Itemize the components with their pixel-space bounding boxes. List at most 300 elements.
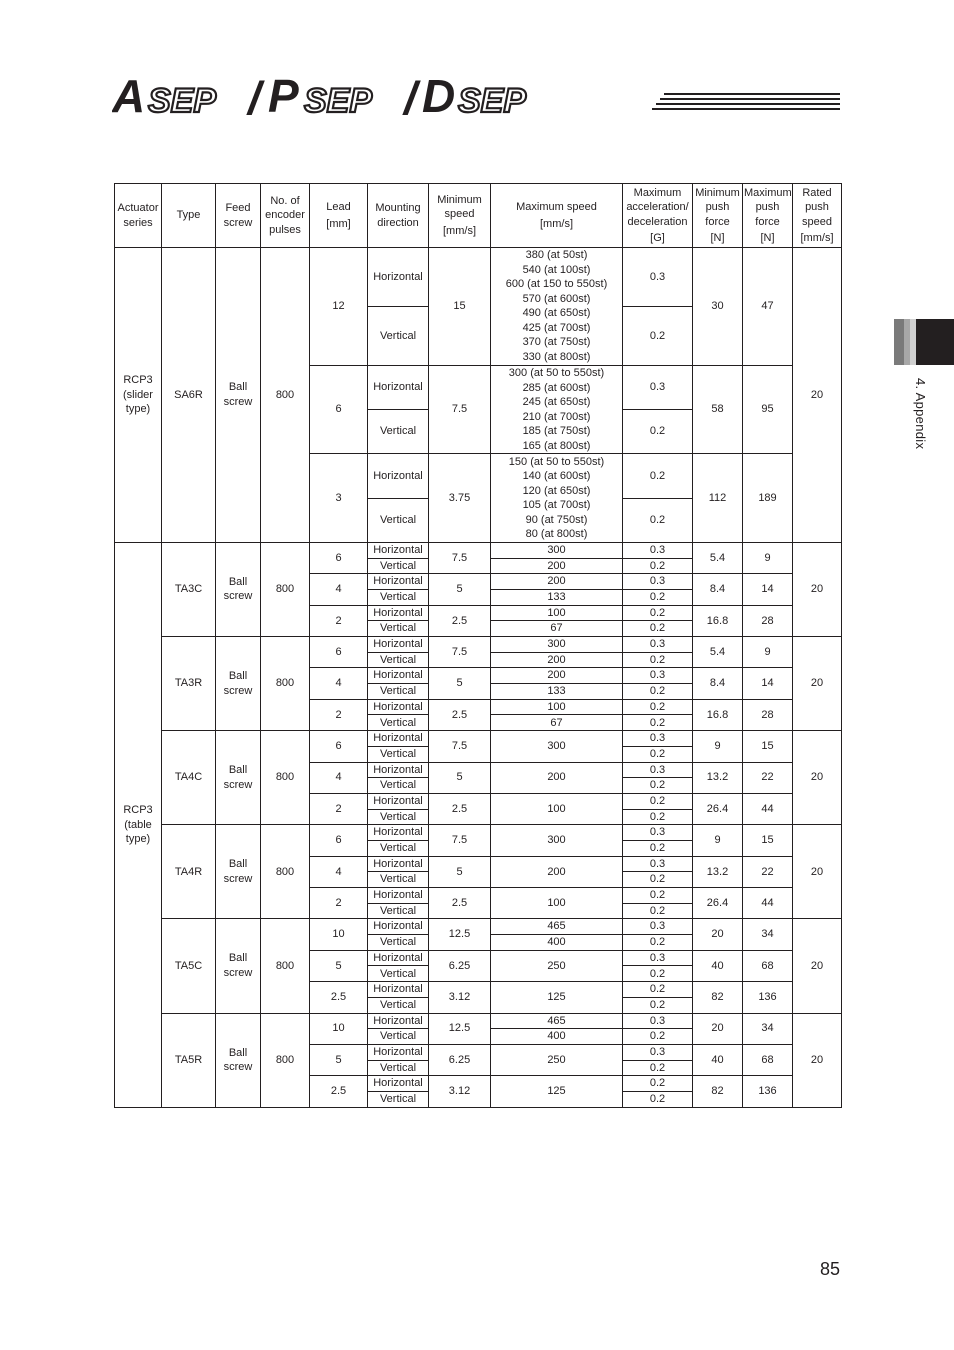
- max-speed-line: 570 (at 600st): [522, 292, 591, 305]
- direction-cell: Horizontal: [368, 454, 429, 498]
- acc-cell: 0.2: [623, 982, 693, 998]
- max-speed-cell: 465: [491, 919, 623, 935]
- acc-cell: 0.3: [623, 1013, 693, 1029]
- acc-cell: 0.2: [623, 699, 693, 715]
- column-header-unit: [mm]: [326, 217, 351, 230]
- min-push-cell: 13.2: [693, 856, 743, 887]
- max-speed-cell: 400: [491, 1029, 623, 1045]
- screw-cell: Ball screw: [216, 248, 261, 543]
- acc-cell: 0.3: [623, 762, 693, 778]
- direction-cell: Vertical: [368, 409, 429, 454]
- lead-cell: 12: [310, 248, 368, 366]
- chapter-side-label: 4. Appendix: [913, 378, 928, 450]
- acc-cell: 0.2: [623, 1060, 693, 1076]
- column-header: [491, 184, 623, 248]
- direction-cell: Horizontal: [368, 637, 429, 653]
- max-push-cell: 189: [743, 454, 793, 543]
- max-speed-line: 165 (at 800st): [522, 439, 591, 452]
- column-header-label: Type: [176, 209, 201, 222]
- acc-cell: 0.2: [623, 558, 693, 574]
- acc-cell: 0.3: [623, 731, 693, 747]
- min-speed-cell: 2.5: [429, 793, 491, 824]
- min-push-cell: 13.2: [693, 762, 743, 793]
- min-speed-cell: 5: [429, 574, 491, 605]
- max-speed-cell: 300: [491, 731, 623, 762]
- series-cell: RCP3 (slider type): [115, 248, 162, 543]
- rated-speed-cell: 20: [793, 825, 842, 919]
- acc-cell: 0.2: [623, 778, 693, 794]
- min-speed-cell: 7.5: [429, 731, 491, 762]
- column-header-unit: [mm/s]: [800, 232, 834, 244]
- acc-cell: 0.3: [623, 637, 693, 653]
- max-push-cell: 14: [743, 668, 793, 699]
- min-push-cell: 20: [693, 919, 743, 950]
- acc-cell: 0.2: [623, 935, 693, 951]
- column-header-label: No. of encoder pulses: [265, 194, 305, 236]
- max-push-cell: 136: [743, 982, 793, 1013]
- min-push-cell: 40: [693, 950, 743, 981]
- max-push-cell: 28: [743, 699, 793, 730]
- svg-text:/: /: [404, 72, 417, 122]
- type-cell: TA5C: [162, 919, 216, 1013]
- acc-cell: 0.2: [623, 888, 693, 904]
- rated-speed-cell: 20: [793, 248, 842, 543]
- column-header-label: Feed screw: [223, 202, 253, 229]
- screw-cell: Ball screw: [216, 919, 261, 1013]
- table-header: [115, 184, 842, 248]
- direction-cell: Vertical: [368, 652, 429, 668]
- min-speed-cell: 5: [429, 668, 491, 699]
- type-cell: TA4R: [162, 825, 216, 919]
- rated-speed-cell: 20: [793, 542, 842, 636]
- max-push-cell: 28: [743, 605, 793, 636]
- screw-cell: Ball screw: [216, 825, 261, 919]
- max-speed-line: 140 (at 600st): [522, 470, 591, 483]
- column-header: [162, 184, 216, 248]
- column-header-unit: [mm/s]: [443, 224, 476, 237]
- direction-cell: Vertical: [368, 621, 429, 637]
- column-header: [368, 184, 429, 248]
- min-push-cell: 40: [693, 1044, 743, 1075]
- max-speed-line: 80 (at 800st): [525, 528, 588, 541]
- max-speed-line: 490 (at 650st): [522, 307, 591, 320]
- direction-cell: Vertical: [368, 589, 429, 605]
- direction-cell: Vertical: [368, 715, 429, 731]
- min-push-cell: 9: [693, 825, 743, 856]
- min-speed-cell: 6.25: [429, 950, 491, 981]
- min-speed-cell: 2.5: [429, 605, 491, 636]
- max-push-cell: 9: [743, 637, 793, 668]
- min-push-cell: 16.8: [693, 699, 743, 730]
- max-push-cell: 34: [743, 919, 793, 950]
- pulses-cell: 800: [261, 542, 310, 636]
- max-speed-cell: 250: [491, 950, 623, 981]
- lead-cell: 6: [310, 731, 368, 762]
- direction-cell: Vertical: [368, 778, 429, 794]
- direction-cell: Horizontal: [368, 365, 429, 409]
- direction-cell: Horizontal: [368, 982, 429, 998]
- min-speed-cell: 5: [429, 856, 491, 887]
- column-header-label: Actuator series: [117, 202, 159, 229]
- max-speed-cell: [491, 454, 623, 543]
- max-push-cell: 44: [743, 793, 793, 824]
- column-header: [743, 184, 793, 248]
- acc-cell: 0.3: [623, 574, 693, 590]
- min-push-cell: 112: [693, 454, 743, 543]
- type-cell: TA3R: [162, 637, 216, 731]
- direction-cell: Vertical: [368, 558, 429, 574]
- svg-text:A: A: [112, 72, 146, 122]
- acc-cell: 0.2: [623, 715, 693, 731]
- series-cell: RCP3 (table type): [115, 542, 162, 1107]
- table-row: [115, 542, 842, 558]
- max-speed-cell: 200: [491, 652, 623, 668]
- min-push-cell: 82: [693, 1076, 743, 1108]
- direction-cell: Horizontal: [368, 731, 429, 747]
- max-speed-cell: 400: [491, 935, 623, 951]
- column-header-unit: [G]: [650, 232, 665, 244]
- screw-cell: Ball screw: [216, 1013, 261, 1108]
- direction-cell: Vertical: [368, 997, 429, 1013]
- acc-cell: 0.2: [623, 903, 693, 919]
- max-speed-cell: 250: [491, 1044, 623, 1075]
- lead-cell: 2.5: [310, 982, 368, 1013]
- direction-cell: Vertical: [368, 840, 429, 856]
- column-header: [261, 184, 310, 248]
- acc-cell: 0.2: [623, 1091, 693, 1107]
- type-cell: TA5R: [162, 1013, 216, 1108]
- rated-speed-cell: 20: [793, 731, 842, 825]
- acc-cell: 0.2: [623, 589, 693, 605]
- acc-cell: 0.2: [623, 966, 693, 982]
- svg-text:/: /: [248, 72, 261, 122]
- max-speed-line: 330 (at 800st): [522, 350, 591, 363]
- min-speed-cell: 12.5: [429, 919, 491, 950]
- acc-cell: 0.2: [623, 872, 693, 888]
- direction-cell: Vertical: [368, 306, 429, 365]
- lead-cell: 2: [310, 793, 368, 824]
- min-push-cell: 8.4: [693, 668, 743, 699]
- min-speed-cell: 7.5: [429, 825, 491, 856]
- min-push-cell: 20: [693, 1013, 743, 1044]
- page-number: 85: [819, 1259, 840, 1279]
- column-header: [216, 184, 261, 248]
- min-push-cell: 30: [693, 248, 743, 366]
- max-speed-line: 210 (at 700st): [522, 410, 591, 423]
- table-row: [115, 825, 842, 841]
- svg-text:SEP: SEP: [148, 82, 217, 120]
- screw-cell: Ball screw: [216, 731, 261, 825]
- min-push-cell: 82: [693, 982, 743, 1013]
- max-push-cell: 68: [743, 950, 793, 981]
- column-header-label: Maximum acceleration/ deceleration: [626, 186, 689, 228]
- min-speed-cell: 7.5: [429, 542, 491, 573]
- acc-cell: 0.2: [623, 652, 693, 668]
- max-push-cell: 95: [743, 365, 793, 454]
- pulses-cell: 800: [261, 248, 310, 543]
- column-header-label: Rated push speed: [802, 186, 832, 228]
- rated-speed-cell: 20: [793, 637, 842, 731]
- rated-speed-cell: 20: [793, 1013, 842, 1108]
- svg-text:SEP: SEP: [304, 82, 373, 120]
- max-push-cell: 136: [743, 1076, 793, 1108]
- lead-cell: 4: [310, 762, 368, 793]
- min-speed-cell: 3.12: [429, 1076, 491, 1108]
- direction-cell: Horizontal: [368, 950, 429, 966]
- max-speed-line: 285 (at 600st): [522, 381, 591, 394]
- min-speed-cell: 2.5: [429, 699, 491, 730]
- acc-cell: 0.2: [623, 498, 693, 542]
- direction-cell: Vertical: [368, 1060, 429, 1076]
- pulses-cell: 800: [261, 731, 310, 825]
- max-speed-cell: 300: [491, 825, 623, 856]
- direction-cell: Horizontal: [368, 856, 429, 872]
- screw-cell: Ball screw: [216, 542, 261, 636]
- table-body: [115, 248, 842, 1108]
- max-push-cell: 44: [743, 888, 793, 919]
- min-push-cell: 26.4: [693, 888, 743, 919]
- acc-cell: 0.3: [623, 950, 693, 966]
- lead-cell: 10: [310, 1013, 368, 1044]
- lead-cell: 4: [310, 668, 368, 699]
- column-header: [429, 184, 491, 248]
- direction-cell: Horizontal: [368, 919, 429, 935]
- svg-text:SEP: SEP: [458, 82, 527, 120]
- table-row: [115, 1013, 842, 1029]
- direction-cell: Horizontal: [368, 605, 429, 621]
- direction-cell: Horizontal: [368, 1044, 429, 1060]
- rated-speed-cell: 20: [793, 919, 842, 1013]
- acc-cell: 0.2: [623, 605, 693, 621]
- lead-cell: 2: [310, 699, 368, 730]
- type-cell: TA4C: [162, 731, 216, 825]
- min-speed-cell: 15: [429, 248, 491, 366]
- min-speed-cell: 3.12: [429, 982, 491, 1013]
- max-speed-cell: [491, 365, 623, 454]
- max-speed-line: 380 (at 50st): [525, 249, 588, 262]
- direction-cell: Horizontal: [368, 248, 429, 307]
- acc-cell: 0.3: [623, 542, 693, 558]
- type-cell: TA3C: [162, 542, 216, 636]
- min-speed-cell: 7.5: [429, 365, 491, 454]
- column-header: [115, 184, 162, 248]
- min-speed-cell: 6.25: [429, 1044, 491, 1075]
- direction-cell: Horizontal: [368, 668, 429, 684]
- acc-cell: 0.2: [623, 684, 693, 700]
- acc-cell: 0.3: [623, 1044, 693, 1060]
- max-speed-cell: 200: [491, 558, 623, 574]
- acc-cell: 0.2: [623, 997, 693, 1013]
- chapter-tab-marker: [894, 319, 954, 365]
- min-speed-cell: 3.75: [429, 454, 491, 543]
- max-push-cell: 15: [743, 731, 793, 762]
- max-speed-cell: 300: [491, 637, 623, 653]
- max-speed-cell: 125: [491, 982, 623, 1013]
- min-push-cell: 58: [693, 365, 743, 454]
- acc-cell: 0.2: [623, 746, 693, 762]
- lead-cell: 6: [310, 637, 368, 668]
- max-speed-cell: [491, 248, 623, 366]
- direction-cell: Horizontal: [368, 762, 429, 778]
- table-row: [115, 637, 842, 653]
- min-push-cell: 5.4: [693, 637, 743, 668]
- direction-cell: Vertical: [368, 684, 429, 700]
- pulses-cell: 800: [261, 1013, 310, 1108]
- column-header-label: Maximum push force: [744, 186, 792, 228]
- acc-cell: 0.3: [623, 365, 693, 409]
- pulses-cell: 800: [261, 919, 310, 1013]
- min-speed-cell: 2.5: [429, 888, 491, 919]
- direction-cell: Vertical: [368, 935, 429, 951]
- max-speed-cell: 100: [491, 699, 623, 715]
- column-header-label: Maximum speed: [516, 201, 597, 213]
- lead-cell: 5: [310, 1044, 368, 1075]
- pulses-cell: 800: [261, 825, 310, 919]
- max-speed-cell: 67: [491, 621, 623, 637]
- max-speed-cell: 200: [491, 762, 623, 793]
- max-push-cell: 22: [743, 856, 793, 887]
- max-speed-line: 245 (at 650st): [522, 396, 591, 409]
- column-header: [310, 184, 368, 248]
- column-header: [623, 184, 693, 248]
- max-speed-line: 90 (at 750st): [525, 513, 588, 526]
- column-header: [793, 184, 842, 248]
- lead-cell: 4: [310, 574, 368, 605]
- acc-cell: 0.2: [623, 809, 693, 825]
- direction-cell: Vertical: [368, 809, 429, 825]
- max-speed-line: 300 (at 50 to 550st): [508, 367, 605, 380]
- column-header-label: Minimum push force: [695, 186, 740, 228]
- column-header-unit: [mm/s]: [540, 217, 573, 230]
- max-speed-cell: 100: [491, 888, 623, 919]
- lead-cell: 2: [310, 605, 368, 636]
- min-speed-cell: 5: [429, 762, 491, 793]
- direction-cell: Horizontal: [368, 825, 429, 841]
- acc-cell: 0.3: [623, 825, 693, 841]
- acc-cell: 0.3: [623, 856, 693, 872]
- actuator-spec-table: [114, 183, 842, 1108]
- acc-cell: 0.2: [623, 840, 693, 856]
- max-speed-cell: 133: [491, 589, 623, 605]
- column-header-label: Mounting direction: [375, 202, 421, 229]
- max-speed-cell: 100: [491, 605, 623, 621]
- max-speed-cell: 200: [491, 856, 623, 887]
- direction-cell: Vertical: [368, 903, 429, 919]
- max-speed-line: 105 (at 700st): [522, 499, 591, 512]
- acc-cell: 0.2: [623, 454, 693, 498]
- column-header-unit: [N]: [760, 232, 775, 244]
- table-row: [115, 731, 842, 747]
- lead-cell: 6: [310, 825, 368, 856]
- svg-text:P: P: [268, 72, 299, 122]
- max-speed-line: 425 (at 700st): [522, 321, 591, 334]
- min-speed-cell: 12.5: [429, 1013, 491, 1044]
- svg-text:D: D: [422, 72, 456, 122]
- direction-cell: Horizontal: [368, 699, 429, 715]
- max-speed-line: 150 (at 50 to 550st): [508, 455, 605, 468]
- max-push-cell: 14: [743, 574, 793, 605]
- max-push-cell: 15: [743, 825, 793, 856]
- column-header-unit: [N]: [710, 232, 725, 244]
- lead-cell: 6: [310, 365, 368, 454]
- acc-cell: 0.3: [623, 668, 693, 684]
- max-speed-cell: 67: [491, 715, 623, 731]
- table-row: [115, 919, 842, 935]
- direction-cell: Horizontal: [368, 888, 429, 904]
- max-push-cell: 34: [743, 1013, 793, 1044]
- max-speed-cell: 200: [491, 574, 623, 590]
- direction-cell: Horizontal: [368, 1013, 429, 1029]
- direction-cell: Vertical: [368, 966, 429, 982]
- acc-cell: 0.2: [623, 1029, 693, 1045]
- max-speed-cell: 200: [491, 668, 623, 684]
- lead-cell: 5: [310, 950, 368, 981]
- table-row: [115, 248, 842, 307]
- max-speed-cell: 125: [491, 1076, 623, 1108]
- screw-cell: Ball screw: [216, 637, 261, 731]
- acc-cell: 0.2: [623, 621, 693, 637]
- pulses-cell: 800: [261, 637, 310, 731]
- min-push-cell: 9: [693, 731, 743, 762]
- acc-cell: 0.2: [623, 793, 693, 809]
- direction-cell: Vertical: [368, 746, 429, 762]
- min-push-cell: 5.4: [693, 542, 743, 573]
- lead-cell: 6: [310, 542, 368, 573]
- direction-cell: Horizontal: [368, 1076, 429, 1092]
- lead-cell: 3: [310, 454, 368, 543]
- min-speed-cell: 7.5: [429, 637, 491, 668]
- direction-cell: Vertical: [368, 872, 429, 888]
- lead-cell: 10: [310, 919, 368, 950]
- max-speed-cell: 300: [491, 542, 623, 558]
- max-push-cell: 68: [743, 1044, 793, 1075]
- min-push-cell: 8.4: [693, 574, 743, 605]
- min-push-cell: 16.8: [693, 605, 743, 636]
- max-push-cell: 22: [743, 762, 793, 793]
- direction-cell: Horizontal: [368, 574, 429, 590]
- column-header-label: Lead: [326, 201, 351, 213]
- direction-cell: Vertical: [368, 1029, 429, 1045]
- lead-cell: 2.5: [310, 1076, 368, 1108]
- lead-cell: 2: [310, 888, 368, 919]
- max-speed-line: 540 (at 100st): [522, 263, 591, 276]
- direction-cell: Horizontal: [368, 542, 429, 558]
- min-push-cell: 26.4: [693, 793, 743, 824]
- acc-cell: 0.2: [623, 409, 693, 454]
- max-speed-cell: 133: [491, 684, 623, 700]
- acc-cell: 0.3: [623, 919, 693, 935]
- max-speed-line: 370 (at 750st): [522, 336, 591, 349]
- max-speed-cell: 100: [491, 793, 623, 824]
- max-push-cell: 47: [743, 248, 793, 366]
- type-cell: SA6R: [162, 248, 216, 543]
- acc-cell: 0.3: [623, 248, 693, 307]
- max-speed-line: 120 (at 650st): [522, 484, 591, 497]
- direction-cell: Vertical: [368, 1091, 429, 1107]
- direction-cell: Horizontal: [368, 793, 429, 809]
- max-push-cell: 9: [743, 542, 793, 573]
- column-header-label: Minimum speed: [437, 193, 482, 221]
- acc-cell: 0.2: [623, 306, 693, 365]
- lead-cell: 4: [310, 856, 368, 887]
- asep-psep-dsep-logo: [112, 72, 840, 122]
- max-speed-line: 185 (at 750st): [522, 425, 591, 438]
- direction-cell: Vertical: [368, 498, 429, 542]
- max-speed-cell: 465: [491, 1013, 623, 1029]
- max-speed-line: 600 (at 150 to 550st): [505, 278, 608, 291]
- column-header: [693, 184, 743, 248]
- acc-cell: 0.2: [623, 1076, 693, 1092]
